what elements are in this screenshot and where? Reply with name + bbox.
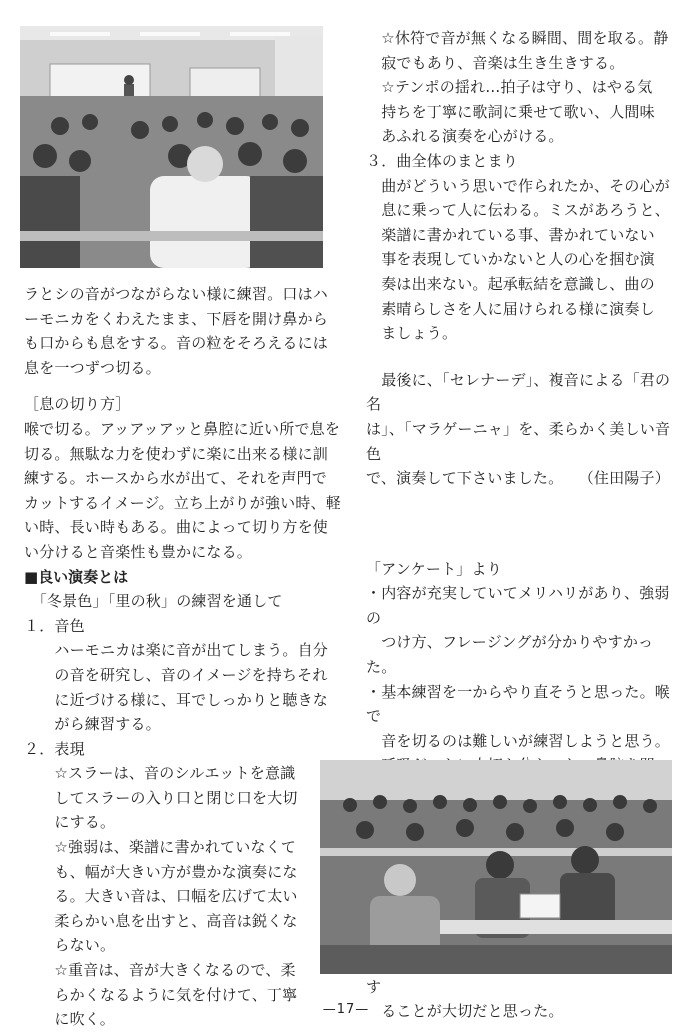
lecture-photo [20, 26, 323, 268]
page-number: —17— [322, 1002, 370, 1017]
paragraph-closing-performance: 最後に、「セレナーデ」、複音による「君の名 は」、「マラゲーニャ」を、柔らかく美しい音色 で、演奏して下さいました。 （住田陽子） [366, 370, 671, 488]
audience-photo [320, 760, 672, 974]
paragraph-expression-continued: ☆休符で音が無くなる瞬間、間を取る。静 寂でもあり、音楽は生き生きする。 ☆テンポの揺れ…拍子は守り、はやる気 持ちを丁寧に歌詞に乗せて歌い、人間味 あふれる演奏を心がける。 ３．曲全体のまとまり 曲がどういう思いで作られたか、その心が 息に乗って人に伝わる。ミスがあろうと、 楽譜に書かれている事、書かれていない 事を表現していかないと人の心を掴む演 奏は出来ない。起承転結を意識し、曲の 素晴らしさを人に届けられる様に演奏し ましょう。 [366, 29, 671, 343]
left-column [24, 282, 342, 1032]
paragraph-good-performance: 「冬景色」「里の秋」の練習を通して １．音色 ハーモニカは楽に音が出てしまう。自分 の音を研究し、音のイメージを持ちそれ に近づける様に、耳でしっかりと聴きな がら練習する。 ２．表現 ☆スラーは、音のシルエットを意識 してスラーの入り口と閉じ口を大切 にする。 ☆強弱は、楽譜に書かれていなくて も、幅が大きい方が豊かな演奏にな る。大きい音は、口幅を広げて太い 柔らかい息を出すと、高音は鋭くな らない。 ☆重音は、音が大きくなるので、柔 らかくなるように気を付けて、丁寧 に吹く。 [24, 592, 329, 1029]
paragraph-breath-cut: ［息の切り方］ 喉で切る。アッアッアッと鼻腔に近い所で息を切る。無駄な力を使わずに楽に出来る様に訓練する。ホースから水が出て、それを声門でカットするイメージ。立ち上がりが強い時、軽い時、長い時もある。曲によって切り方を使い分けると音楽性も豊かになる。 [24, 395, 341, 561]
paragraph-survey: 「アンケート」より ・内容が充実していてメリハリがあり、強弱の つけ方、フレージングが分かりやすかった。 ・基本練習を一からやり直そうと思った。喉で 音を切るのは難しいが練習しようと思う。 す ることが大切だと思った。 [366, 559, 671, 1021]
paragraph-tone-practice: ラとシの音がつながらない様に練習。口はハーモニカをくわえたまま、下唇を開け鼻からも口からも息をする。音の粒をそろえるには息を一つずつ切る。 [24, 285, 329, 377]
section-heading-good-performance: ■良い演奏とは [24, 567, 129, 586]
